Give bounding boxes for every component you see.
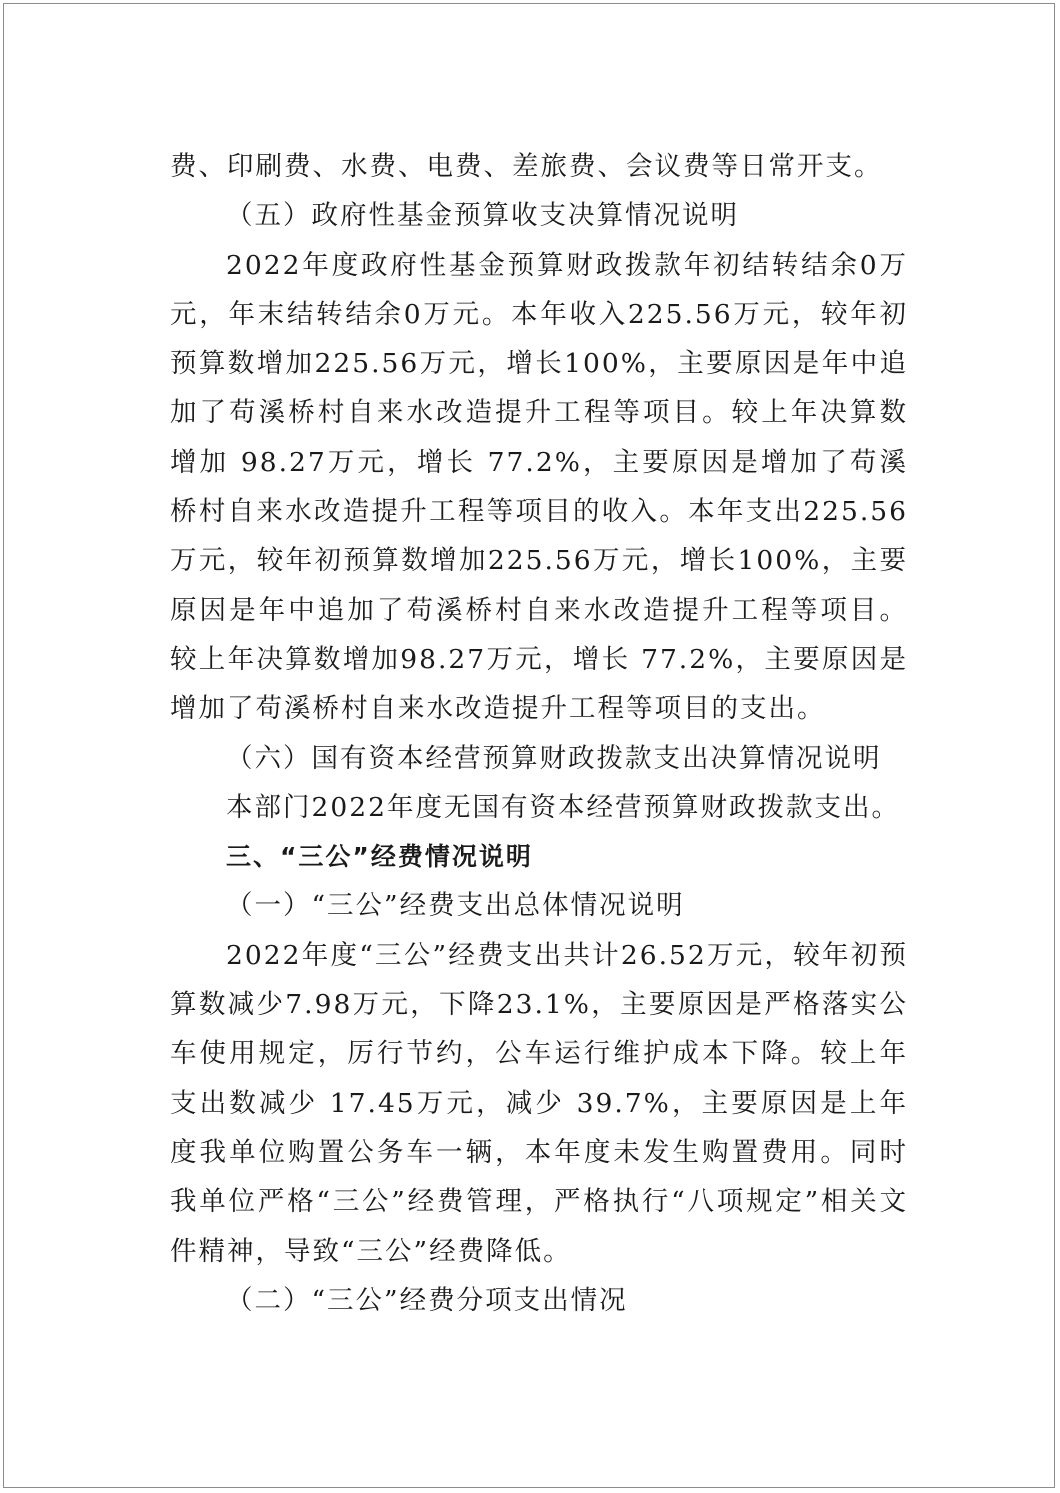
heading-three-public-expenses: 三、“三公”经费情况说明 <box>226 842 533 872</box>
paragraph-expense-items: 费、印刷费、水费、电费、差旅费、会议费等日常开支。 <box>170 151 883 182</box>
heading-overall-expenses: （一）“三公”经费支出总体情况说明 <box>226 890 685 922</box>
heading-state-capital: （六）国有资本经营预算财政拨款支出决算情况说明 <box>226 742 882 774</box>
document-body <box>170 142 908 1325</box>
paragraph-overall-expenses: 2022年度“三公”经费支出共计26.52万元，较年初预算数减少7.98万元，下降23.1%，主要原因是严格落实公车使用规定，厉行节约，公车运行维护成本下降。较上年支出数减少 17.45万元，减少 39.7%，主要原因是上年度我单位购置公务车一辆，本年度未发生购置费用。同时我单位严格“三公”经费管理，严格执行“八项规定”相关文件精神，导致“三公”经费降低。 <box>170 939 908 1267</box>
heading-government-fund: （五）政府性基金预算收支决算情况说明 <box>226 200 739 232</box>
heading-itemized-expenses: （二）“三公”经费分项支出情况 <box>226 1284 628 1316</box>
paragraph-government-fund: 2022年度政府性基金预算财政拨款年初结转结余0万元，年末结转结余0万元。本年收入225.56万元，较年初预算数增加225.56万元，增长100%，主要原因是年中追加了苟溪桥村自来水改造提升工程等项目。较上年决算数增加 98.27万元，增长 77.2%，主要原因是增加了苟溪桥村自来水改造提升工程等项目的收入。本年支出225.56万元，较年初预算数增加225.56万元，增长100%，主要原因是年中追加了苟溪桥村自来水改造提升工程等项目。较上年决算数增加98.27万元，增长 77.2%，主要原因是增加了苟溪桥村自来水改造提升工程等项目的支出。 <box>170 249 908 725</box>
paragraph-state-capital: 本部门2022年度无国有资本经营预算财政拨款支出。 <box>226 791 900 823</box>
document-page <box>3 3 1055 1488</box>
